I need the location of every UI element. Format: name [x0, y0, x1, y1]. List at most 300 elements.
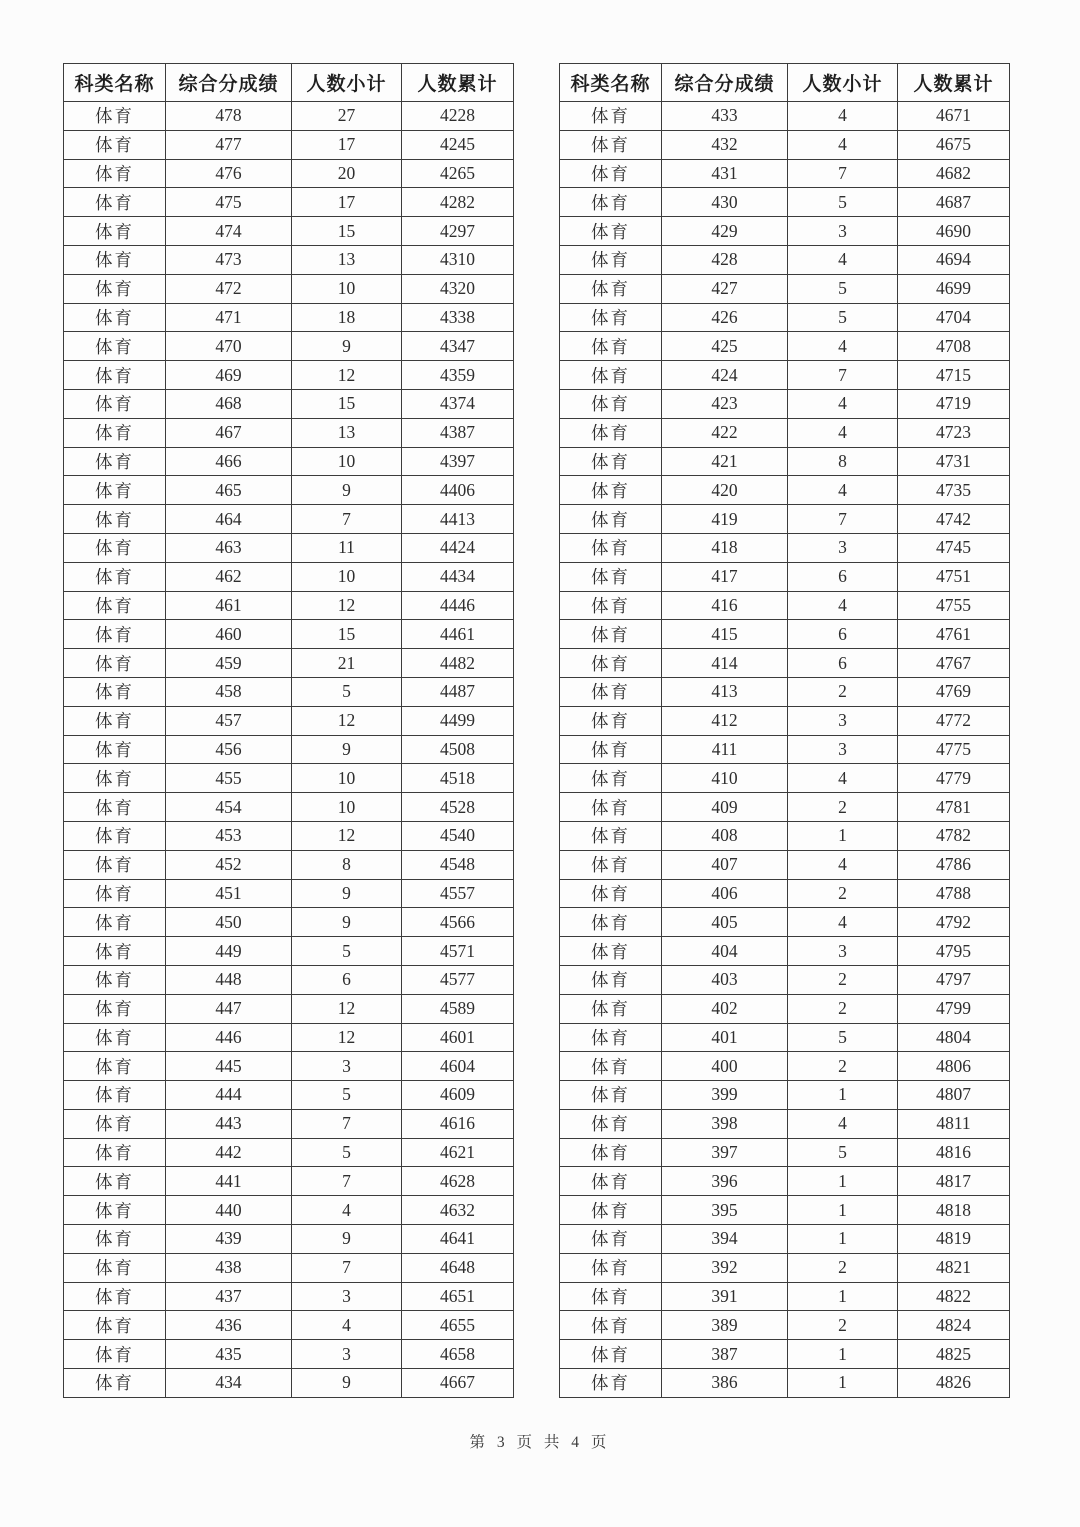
table-row: [560, 188, 1010, 217]
subtotal-cell: 1: [788, 1225, 898, 1254]
cumulative-cell: 4347: [402, 332, 514, 361]
category-cell: 体育: [560, 274, 662, 303]
cumulative-cell: 4601: [402, 1023, 514, 1052]
category-cell: 体育: [64, 1138, 166, 1167]
cumulative-cell: 4297: [402, 217, 514, 246]
table-row: [560, 879, 1010, 908]
table-row: [560, 476, 1010, 505]
score-cell: 418: [662, 533, 788, 562]
table-row: [560, 1052, 1010, 1081]
category-cell: 体育: [560, 821, 662, 850]
table-row: [64, 1052, 514, 1081]
cumulative-cell: 4508: [402, 735, 514, 764]
category-cell: 体育: [560, 361, 662, 390]
score-cell: 429: [662, 217, 788, 246]
category-cell: 体育: [64, 188, 166, 217]
table-row: [64, 562, 514, 591]
score-cell: 474: [166, 217, 292, 246]
subtotal-cell: 15: [292, 389, 402, 418]
score-cell: 463: [166, 533, 292, 562]
subtotal-cell: 1: [788, 821, 898, 850]
subtotal-cell: 5: [788, 188, 898, 217]
score-cell: 427: [662, 274, 788, 303]
table-row: [560, 159, 1010, 188]
column-header: 人数小计: [788, 64, 898, 102]
table-row: [560, 965, 1010, 994]
score-cell: 446: [166, 1023, 292, 1052]
cumulative-cell: 4751: [898, 562, 1010, 591]
cumulative-cell: 4792: [898, 908, 1010, 937]
category-cell: 体育: [560, 677, 662, 706]
score-cell: 450: [166, 908, 292, 937]
table-row: [64, 908, 514, 937]
cumulative-cell: 4816: [898, 1138, 1010, 1167]
category-cell: 体育: [560, 1282, 662, 1311]
score-cell: 457: [166, 706, 292, 735]
table-row: [560, 245, 1010, 274]
subtotal-cell: 12: [292, 591, 402, 620]
score-cell: 391: [662, 1282, 788, 1311]
subtotal-cell: 3: [292, 1340, 402, 1369]
score-table-left: [63, 63, 514, 1398]
score-cell: 386: [662, 1369, 788, 1398]
subtotal-cell: 7: [788, 159, 898, 188]
subtotal-cell: 10: [292, 562, 402, 591]
table-row: [560, 1225, 1010, 1254]
category-cell: 体育: [64, 793, 166, 822]
category-cell: 体育: [64, 303, 166, 332]
cumulative-cell: 4499: [402, 706, 514, 735]
cumulative-cell: 4755: [898, 591, 1010, 620]
table-row: [64, 245, 514, 274]
category-cell: 体育: [64, 821, 166, 850]
table-row: [64, 274, 514, 303]
table-row: [64, 620, 514, 649]
score-cell: 473: [166, 245, 292, 274]
table-row: [64, 1167, 514, 1196]
header-row: [560, 64, 1010, 102]
table-row: [560, 1081, 1010, 1110]
cumulative-cell: 4817: [898, 1167, 1010, 1196]
category-cell: 体育: [560, 1253, 662, 1282]
cumulative-cell: 4804: [898, 1023, 1010, 1052]
table-row: [560, 130, 1010, 159]
cumulative-cell: 4265: [402, 159, 514, 188]
score-cell: 464: [166, 505, 292, 534]
category-cell: 体育: [560, 1023, 662, 1052]
score-cell: 419: [662, 505, 788, 534]
cumulative-cell: 4818: [898, 1196, 1010, 1225]
category-cell: 体育: [560, 1109, 662, 1138]
cumulative-cell: 4723: [898, 418, 1010, 447]
subtotal-cell: 4: [788, 245, 898, 274]
table-row: [64, 130, 514, 159]
table-row: [560, 908, 1010, 937]
score-table-right: [559, 63, 1010, 1398]
cumulative-cell: 4781: [898, 793, 1010, 822]
category-cell: 体育: [64, 994, 166, 1023]
table-row: [560, 937, 1010, 966]
subtotal-cell: 4: [788, 476, 898, 505]
table-row: [560, 102, 1010, 131]
category-cell: 体育: [560, 937, 662, 966]
table-row: [64, 1340, 514, 1369]
score-cell: 449: [166, 937, 292, 966]
subtotal-cell: 7: [292, 505, 402, 534]
score-cell: 439: [166, 1225, 292, 1254]
score-cell: 468: [166, 389, 292, 418]
category-cell: 体育: [64, 274, 166, 303]
table-row: [560, 447, 1010, 476]
subtotal-cell: 6: [292, 965, 402, 994]
subtotal-cell: 6: [788, 649, 898, 678]
score-cell: 398: [662, 1109, 788, 1138]
subtotal-cell: 6: [788, 562, 898, 591]
table-row: [560, 533, 1010, 562]
subtotal-cell: 7: [788, 505, 898, 534]
table-row: [560, 217, 1010, 246]
category-cell: 体育: [64, 332, 166, 361]
table-row: [560, 620, 1010, 649]
table-row: [64, 706, 514, 735]
cumulative-cell: 4540: [402, 821, 514, 850]
category-cell: 体育: [64, 361, 166, 390]
cumulative-cell: 4782: [898, 821, 1010, 850]
category-cell: 体育: [560, 562, 662, 591]
score-cell: 435: [166, 1340, 292, 1369]
score-cell: 433: [662, 102, 788, 131]
score-cell: 438: [166, 1253, 292, 1282]
table-row: [64, 217, 514, 246]
subtotal-cell: 12: [292, 994, 402, 1023]
cumulative-cell: 4413: [402, 505, 514, 534]
score-table-right-header: [560, 64, 1010, 102]
cumulative-cell: 4387: [402, 418, 514, 447]
category-cell: 体育: [64, 562, 166, 591]
column-header: 人数小计: [292, 64, 402, 102]
category-cell: 体育: [64, 908, 166, 937]
score-cell: 452: [166, 850, 292, 879]
cumulative-cell: 4719: [898, 389, 1010, 418]
score-cell: 460: [166, 620, 292, 649]
score-cell: 414: [662, 649, 788, 678]
score-cell: 432: [662, 130, 788, 159]
subtotal-cell: 9: [292, 908, 402, 937]
table-row: [560, 735, 1010, 764]
category-cell: 体育: [64, 245, 166, 274]
subtotal-cell: 5: [292, 1138, 402, 1167]
column-header: 科类名称: [64, 64, 166, 102]
table-row: [64, 677, 514, 706]
score-cell: 405: [662, 908, 788, 937]
score-cell: 421: [662, 447, 788, 476]
subtotal-cell: 4: [788, 1109, 898, 1138]
subtotal-cell: 4: [788, 130, 898, 159]
category-cell: 体育: [64, 1253, 166, 1282]
table-row: [64, 821, 514, 850]
score-cell: 396: [662, 1167, 788, 1196]
score-cell: 416: [662, 591, 788, 620]
category-cell: 体育: [560, 389, 662, 418]
category-cell: 体育: [64, 102, 166, 131]
subtotal-cell: 10: [292, 793, 402, 822]
score-cell: 451: [166, 879, 292, 908]
category-cell: 体育: [560, 217, 662, 246]
score-cell: 443: [166, 1109, 292, 1138]
category-cell: 体育: [64, 1369, 166, 1398]
cumulative-cell: 4338: [402, 303, 514, 332]
table-row: [64, 1225, 514, 1254]
score-cell: 422: [662, 418, 788, 447]
table-row: [64, 1369, 514, 1398]
score-cell: 440: [166, 1196, 292, 1225]
subtotal-cell: 9: [292, 735, 402, 764]
category-cell: 体育: [64, 389, 166, 418]
table-row: [64, 418, 514, 447]
score-cell: 424: [662, 361, 788, 390]
cumulative-cell: 4788: [898, 879, 1010, 908]
score-cell: 412: [662, 706, 788, 735]
category-cell: 体育: [560, 418, 662, 447]
cumulative-cell: 4671: [898, 102, 1010, 131]
cumulative-cell: 4609: [402, 1081, 514, 1110]
score-cell: 469: [166, 361, 292, 390]
category-cell: 体育: [64, 476, 166, 505]
subtotal-cell: 5: [788, 1023, 898, 1052]
subtotal-cell: 20: [292, 159, 402, 188]
subtotal-cell: 12: [292, 361, 402, 390]
subtotal-cell: 2: [788, 793, 898, 822]
category-cell: 体育: [64, 1167, 166, 1196]
subtotal-cell: 4: [788, 850, 898, 879]
table-row: [64, 850, 514, 879]
cumulative-cell: 4641: [402, 1225, 514, 1254]
category-cell: 体育: [64, 533, 166, 562]
score-cell: 466: [166, 447, 292, 476]
category-cell: 体育: [64, 1023, 166, 1052]
cumulative-cell: 4731: [898, 447, 1010, 476]
category-cell: 体育: [64, 735, 166, 764]
header-row: [64, 64, 514, 102]
score-table-right-body: [560, 102, 1010, 1398]
cumulative-cell: 4655: [402, 1311, 514, 1340]
table-row: [64, 1081, 514, 1110]
category-cell: 体育: [64, 850, 166, 879]
score-cell: 455: [166, 764, 292, 793]
table-row: [560, 706, 1010, 735]
subtotal-cell: 10: [292, 447, 402, 476]
cumulative-cell: 4735: [898, 476, 1010, 505]
subtotal-cell: 4: [292, 1311, 402, 1340]
score-cell: 456: [166, 735, 292, 764]
table-row: [560, 361, 1010, 390]
score-cell: 445: [166, 1052, 292, 1081]
subtotal-cell: 4: [788, 418, 898, 447]
table-row: [64, 533, 514, 562]
score-cell: 426: [662, 303, 788, 332]
table-row: [560, 850, 1010, 879]
subtotal-cell: 10: [292, 274, 402, 303]
column-header: 人数累计: [898, 64, 1010, 102]
table-row: [560, 994, 1010, 1023]
cumulative-cell: 4434: [402, 562, 514, 591]
subtotal-cell: 13: [292, 418, 402, 447]
subtotal-cell: 1: [788, 1196, 898, 1225]
subtotal-cell: 3: [788, 706, 898, 735]
cumulative-cell: 4487: [402, 677, 514, 706]
subtotal-cell: 9: [292, 476, 402, 505]
score-cell: 387: [662, 1340, 788, 1369]
column-header: 综合分成绩: [662, 64, 788, 102]
cumulative-cell: 4548: [402, 850, 514, 879]
table-row: [560, 677, 1010, 706]
category-cell: 体育: [560, 102, 662, 131]
cumulative-cell: 4667: [402, 1369, 514, 1398]
subtotal-cell: 7: [788, 361, 898, 390]
cumulative-cell: 4621: [402, 1138, 514, 1167]
cumulative-cell: 4651: [402, 1282, 514, 1311]
score-cell: 462: [166, 562, 292, 591]
subtotal-cell: 17: [292, 188, 402, 217]
subtotal-cell: 4: [788, 764, 898, 793]
score-cell: 402: [662, 994, 788, 1023]
table-row: [64, 303, 514, 332]
subtotal-cell: 2: [788, 1052, 898, 1081]
score-cell: 467: [166, 418, 292, 447]
table-row: [560, 1282, 1010, 1311]
cumulative-cell: 4228: [402, 102, 514, 131]
category-cell: 体育: [64, 1225, 166, 1254]
subtotal-cell: 4: [788, 591, 898, 620]
subtotal-cell: 4: [292, 1196, 402, 1225]
cumulative-cell: 4245: [402, 130, 514, 159]
subtotal-cell: 27: [292, 102, 402, 131]
category-cell: 体育: [64, 130, 166, 159]
subtotal-cell: 15: [292, 620, 402, 649]
category-cell: 体育: [560, 706, 662, 735]
cumulative-cell: 4320: [402, 274, 514, 303]
cumulative-cell: 4826: [898, 1369, 1010, 1398]
score-cell: 441: [166, 1167, 292, 1196]
score-cell: 459: [166, 649, 292, 678]
table-row: [64, 965, 514, 994]
score-cell: 392: [662, 1253, 788, 1282]
category-cell: 体育: [560, 130, 662, 159]
category-cell: 体育: [64, 1081, 166, 1110]
cumulative-cell: 4658: [402, 1340, 514, 1369]
table-row: [64, 1138, 514, 1167]
score-cell: 417: [662, 562, 788, 591]
score-cell: 403: [662, 965, 788, 994]
table-row: [560, 389, 1010, 418]
cumulative-cell: 4406: [402, 476, 514, 505]
score-cell: 444: [166, 1081, 292, 1110]
score-cell: 389: [662, 1311, 788, 1340]
subtotal-cell: 3: [292, 1052, 402, 1081]
score-cell: 453: [166, 821, 292, 850]
category-cell: 体育: [560, 1167, 662, 1196]
score-cell: 410: [662, 764, 788, 793]
score-cell: 465: [166, 476, 292, 505]
score-cell: 471: [166, 303, 292, 332]
subtotal-cell: 3: [788, 735, 898, 764]
table-row: [560, 1023, 1010, 1052]
category-cell: 体育: [560, 1311, 662, 1340]
score-table-left-header: [64, 64, 514, 102]
table-row: [560, 1167, 1010, 1196]
subtotal-cell: 6: [788, 620, 898, 649]
table-row: [560, 1138, 1010, 1167]
cumulative-cell: 4811: [898, 1109, 1010, 1138]
score-cell: 401: [662, 1023, 788, 1052]
category-cell: 体育: [560, 188, 662, 217]
subtotal-cell: 3: [788, 937, 898, 966]
score-cell: 442: [166, 1138, 292, 1167]
subtotal-cell: 18: [292, 303, 402, 332]
subtotal-cell: 1: [788, 1369, 898, 1398]
subtotal-cell: 3: [788, 533, 898, 562]
category-cell: 体育: [64, 1052, 166, 1081]
cumulative-cell: 4819: [898, 1225, 1010, 1254]
category-cell: 体育: [64, 217, 166, 246]
score-cell: 409: [662, 793, 788, 822]
cumulative-cell: 4310: [402, 245, 514, 274]
cumulative-cell: 4566: [402, 908, 514, 937]
table-row: [64, 361, 514, 390]
cumulative-cell: 4604: [402, 1052, 514, 1081]
cumulative-cell: 4824: [898, 1311, 1010, 1340]
score-cell: 394: [662, 1225, 788, 1254]
category-cell: 体育: [64, 1196, 166, 1225]
cumulative-cell: 4775: [898, 735, 1010, 764]
cumulative-cell: 4786: [898, 850, 1010, 879]
score-cell: 399: [662, 1081, 788, 1110]
subtotal-cell: 10: [292, 764, 402, 793]
cumulative-cell: 4616: [402, 1109, 514, 1138]
score-cell: 395: [662, 1196, 788, 1225]
score-cell: 437: [166, 1282, 292, 1311]
subtotal-cell: 2: [788, 677, 898, 706]
subtotal-cell: 9: [292, 879, 402, 908]
category-cell: 体育: [560, 649, 662, 678]
table-row: [64, 1196, 514, 1225]
category-cell: 体育: [64, 159, 166, 188]
category-cell: 体育: [560, 1369, 662, 1398]
cumulative-cell: 4769: [898, 677, 1010, 706]
score-cell: 413: [662, 677, 788, 706]
cumulative-cell: 4461: [402, 620, 514, 649]
cumulative-cell: 4397: [402, 447, 514, 476]
subtotal-cell: 9: [292, 1225, 402, 1254]
score-cell: 470: [166, 332, 292, 361]
cumulative-cell: 4821: [898, 1253, 1010, 1282]
category-cell: 体育: [560, 965, 662, 994]
table-row: [560, 793, 1010, 822]
subtotal-cell: 12: [292, 706, 402, 735]
subtotal-cell: 5: [292, 937, 402, 966]
category-cell: 体育: [64, 649, 166, 678]
subtotal-cell: 2: [788, 1253, 898, 1282]
table-row: [560, 591, 1010, 620]
table-row: [64, 476, 514, 505]
table-row: [560, 1340, 1010, 1369]
cumulative-cell: 4807: [898, 1081, 1010, 1110]
cumulative-cell: 4687: [898, 188, 1010, 217]
cumulative-cell: 4577: [402, 965, 514, 994]
subtotal-cell: 4: [788, 332, 898, 361]
score-cell: 434: [166, 1369, 292, 1398]
table-row: [64, 102, 514, 131]
